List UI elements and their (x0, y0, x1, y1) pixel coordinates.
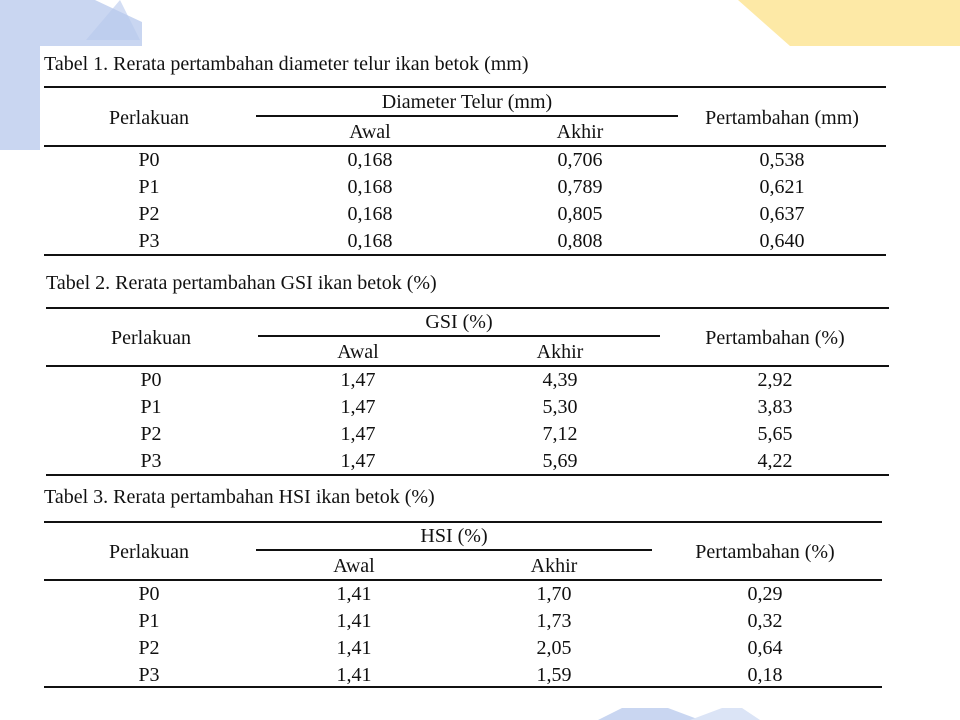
table-cell: 1,70 (536, 583, 572, 605)
table-row: P1 (140, 396, 162, 418)
table-row: P1 (138, 176, 160, 198)
decor-blue-shape-bottom-right (690, 708, 760, 720)
table-cell: 4,22 (757, 450, 793, 472)
table-3-bottom-rule (44, 686, 882, 688)
decor-blue-shape-bottom (598, 708, 700, 720)
table-cell: 0,805 (557, 203, 603, 225)
table-cell: 0,640 (759, 230, 805, 252)
table-cell: 1,47 (340, 450, 376, 472)
table-1-group-header: Diameter Telur (mm) (381, 91, 553, 113)
table-1-bottom-rule (44, 254, 886, 256)
table-2-group-rule (258, 335, 660, 337)
table-row: P2 (140, 423, 162, 445)
table-cell: 5,65 (757, 423, 793, 445)
table-3-header-treatment: Perlakuan (109, 541, 189, 563)
table-1-header-treatment: Perlakuan (109, 107, 189, 129)
table-row: P3 (138, 664, 160, 686)
table-cell: 1,41 (336, 610, 372, 632)
table-cell: 0,64 (747, 637, 783, 659)
table-cell: 0,637 (759, 203, 805, 225)
table-cell: 2,05 (536, 637, 572, 659)
table-cell: 0,32 (747, 610, 783, 632)
table-2-header-treatment: Perlakuan (111, 327, 191, 349)
table-cell: 0,168 (347, 203, 393, 225)
table-cell: 5,69 (542, 450, 578, 472)
table-cell: 1,47 (340, 423, 376, 445)
table-1-caption: Tabel 1. Rerata pertambahan diameter telur ikan betok (mm) (44, 53, 529, 75)
table-2-bottom-rule (46, 474, 889, 476)
table-cell: 0,621 (759, 176, 805, 198)
table-2-caption: Tabel 2. Rerata pertambahan GSI ikan betok (%) (46, 272, 437, 294)
table-1-header-end: Akhir (556, 121, 604, 143)
table-cell: 5,30 (542, 396, 578, 418)
table-cell: 1,41 (336, 583, 372, 605)
table-cell: 0,18 (747, 664, 783, 686)
table-row: P3 (138, 230, 160, 252)
table-cell: 0,168 (347, 176, 393, 198)
table-row: P0 (138, 149, 160, 171)
table-cell: 1,47 (340, 369, 376, 391)
table-2-top-rule (46, 307, 889, 309)
table-cell: 0,808 (557, 230, 603, 252)
table-3 (44, 484, 882, 694)
table-3-header-increase: Pertambahan (%) (695, 541, 835, 563)
table-3-group-header: HSI (%) (420, 525, 488, 547)
table-2-header-start: Awal (337, 341, 379, 363)
table-2-group-header: GSI (%) (425, 311, 493, 333)
table-1-group-rule (256, 115, 678, 117)
table-2-header-end: Akhir (536, 341, 584, 363)
table-row: P0 (140, 369, 162, 391)
table-cell: 1,47 (340, 396, 376, 418)
table-3-header-start: Awal (333, 555, 375, 577)
table-2-header-increase: Pertambahan (%) (705, 327, 845, 349)
table-1-top-rule (44, 86, 886, 88)
table-3-group-rule (256, 549, 652, 551)
table-cell: 1,41 (336, 637, 372, 659)
table-cell: 0,168 (347, 230, 393, 252)
table-cell: 1,59 (536, 664, 572, 686)
table-cell: 1,41 (336, 664, 372, 686)
table-cell: 0,168 (347, 149, 393, 171)
table-cell: 4,39 (542, 369, 578, 391)
table-row: P1 (138, 610, 160, 632)
table-1-header-increase: Pertambahan (mm) (705, 107, 859, 129)
table-3-top-rule (44, 521, 882, 523)
table-3-header-rule (44, 579, 882, 581)
table-3-caption: Tabel 3. Rerata pertambahan HSI ikan betok (%) (44, 486, 435, 508)
table-1 (44, 50, 886, 260)
table-1-header-start: Awal (349, 121, 391, 143)
table-cell: 0,29 (747, 583, 783, 605)
table-cell: 3,83 (757, 396, 793, 418)
table-row: P3 (140, 450, 162, 472)
table-cell: 0,789 (557, 176, 603, 198)
table-3-header-end: Akhir (530, 555, 578, 577)
table-cell: 0,706 (557, 149, 603, 171)
table-cell: 1,73 (536, 610, 572, 632)
table-cell: 2,92 (757, 369, 793, 391)
table-row: P2 (138, 637, 160, 659)
table-1-header-rule (44, 145, 886, 147)
table-cell: 7,12 (542, 423, 578, 445)
table-row: P0 (138, 583, 160, 605)
table-cell: 0,538 (759, 149, 805, 171)
table-2 (46, 270, 889, 480)
table-2-header-rule (46, 365, 889, 367)
table-row: P2 (138, 203, 160, 225)
